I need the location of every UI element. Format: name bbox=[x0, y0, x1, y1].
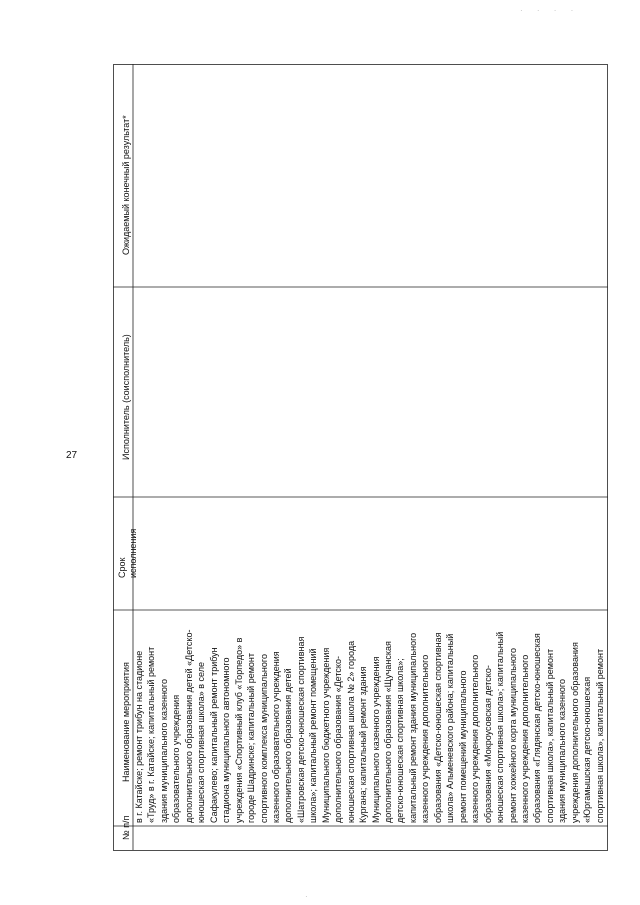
page-number: 27 bbox=[66, 450, 78, 461]
name-line: спортивная школа», капитальный ремонт bbox=[594, 648, 605, 823]
name-line: «Юргамышская детско-юношеская bbox=[582, 676, 593, 823]
header-result: Ожидаемый конечный результат* bbox=[121, 115, 131, 255]
header-executor: Исполнитель (соисполнитель) bbox=[121, 334, 131, 460]
name-line: спортивного комплекса муниципального bbox=[258, 654, 269, 823]
name-line: дополнительного образования детей bbox=[283, 668, 294, 823]
name-line: школа»; капитальный ремонт помещений bbox=[308, 648, 319, 823]
scan-noise: · · · · bbox=[520, 6, 580, 15]
name-line: юношеская спортивная школа»; капитальный bbox=[495, 631, 506, 823]
name-line: дополнительного образования «Детско- bbox=[333, 656, 344, 823]
header-name: Наименование мероприятия bbox=[121, 662, 131, 782]
name-line: казенного образовательного учреждения bbox=[270, 651, 281, 823]
name-line: Муниципального казенного учреждения bbox=[370, 656, 381, 823]
header-term: Срок исполнения bbox=[117, 528, 138, 578]
name-line: образования «Мокроусовская детско- bbox=[482, 665, 493, 823]
name-line: капитальный ремонт здания муниципального bbox=[407, 632, 418, 823]
name-line: дополнительного образования детей «Детско- bbox=[183, 629, 194, 823]
name-line: юношеская спортивная школа» в селе bbox=[196, 661, 207, 823]
name-line: Сафакулево; капитальный ремонт трибун bbox=[208, 647, 219, 823]
name-line: образования «Детско-юношеская спортивная bbox=[432, 632, 443, 823]
name-line: образовательного учреждения bbox=[171, 694, 182, 823]
name-line: образования «Глядянская детско-юношеская bbox=[532, 633, 543, 823]
name-line: казенного учреждения дополнительного bbox=[519, 654, 530, 823]
name-line: школа» Альменевского района; капитальный bbox=[445, 633, 456, 823]
name-line: Кургана; капитальный ремонт здания bbox=[358, 666, 369, 823]
name-line: детско-юношеская спортивная школа»; bbox=[395, 658, 406, 823]
name-line: казенного учреждения дополнительного bbox=[470, 654, 481, 823]
name-line: городе Шадринске; капитальный ремонт bbox=[246, 653, 257, 823]
scan-noise-bottom: · bbox=[305, 892, 308, 901]
name-line: стадиона муниципального автономного bbox=[221, 657, 232, 823]
name-line: юношеская спортивная школа № 2» города bbox=[345, 640, 356, 823]
name-line: ремонт хоккейного корта муниципального bbox=[507, 647, 518, 823]
name-line: здания муниципального казенного bbox=[557, 678, 568, 823]
name-line: здания муниципального казенного bbox=[158, 678, 169, 823]
name-line: Муниципального бюджетного учреждения bbox=[320, 647, 331, 823]
name-line: ремонт помещений муниципального bbox=[457, 670, 468, 823]
name-line: учреждения дополнительного образования bbox=[569, 642, 580, 823]
name-line: дополнительного образования «Щучанская bbox=[383, 641, 393, 823]
name-line: учреждения «Спортивный клуб «Торпедо» в bbox=[233, 637, 244, 823]
name-line: спортивная школа», капитальный ремонт bbox=[544, 648, 555, 823]
name-line: «Труд» в г. Катайске; капитальный ремонт bbox=[146, 646, 157, 823]
name-line: «Шатровская детско-юношеская спортивная bbox=[295, 636, 306, 823]
header-no: № п/п bbox=[121, 815, 131, 840]
name-line: в г. Катайске; ремонт трибун на стадионе bbox=[134, 650, 144, 823]
name-line: казенного учреждения дополнительного bbox=[420, 654, 431, 823]
